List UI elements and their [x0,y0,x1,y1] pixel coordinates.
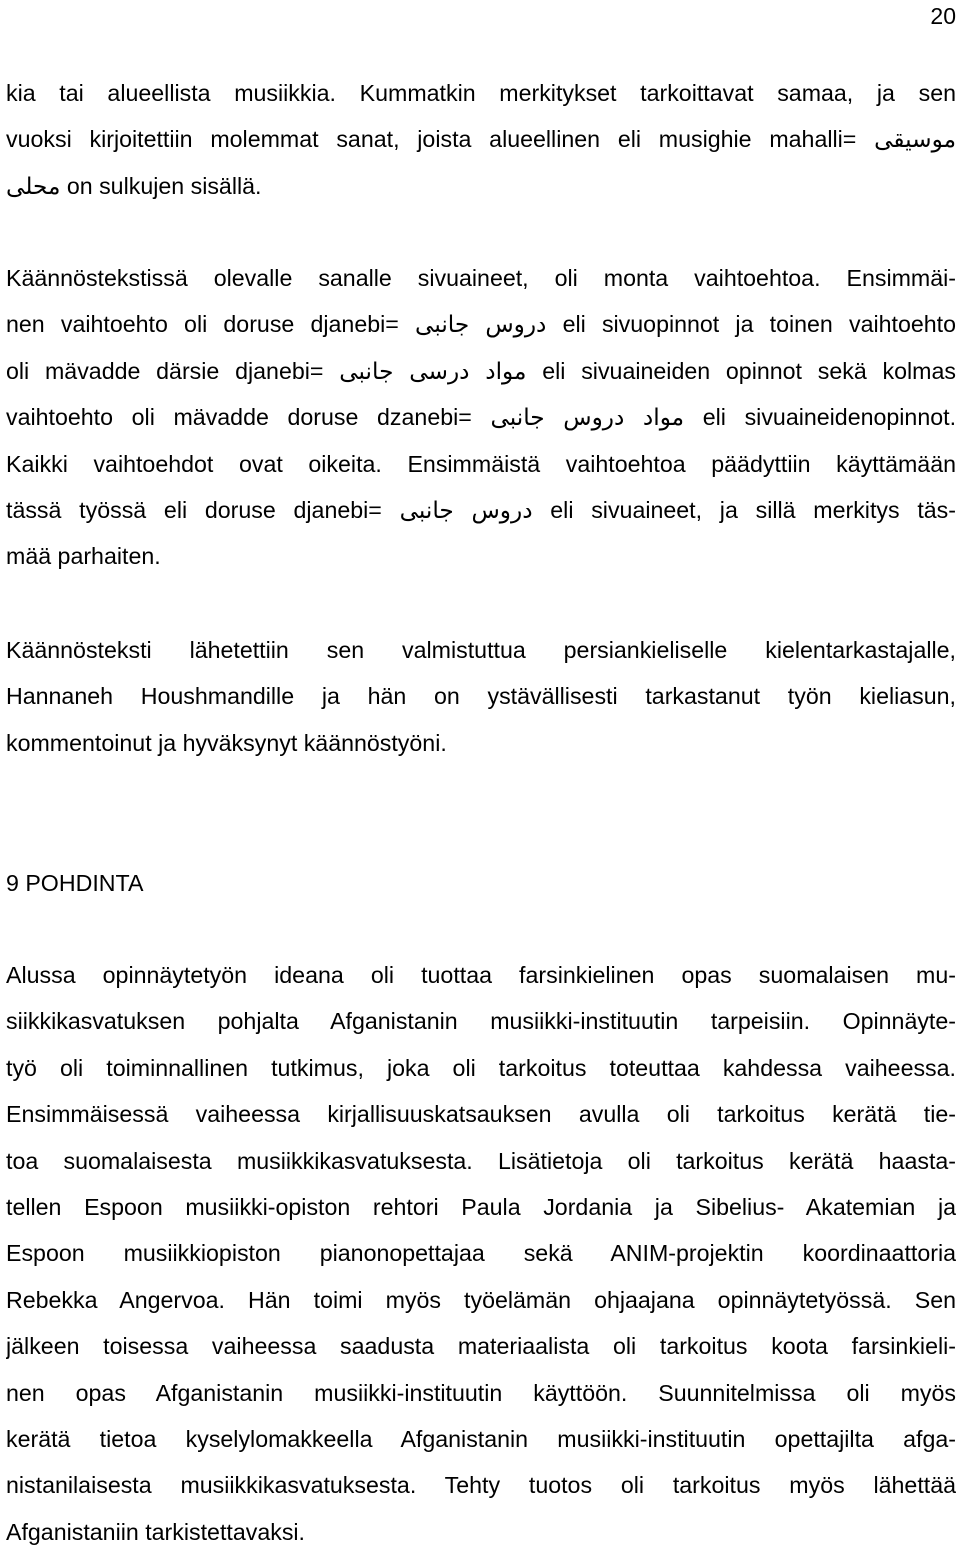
paragraph-3 [6,627,956,766]
text-line: jälkeen toisessa vaiheessa saadusta materiaalista oli tarkoitus koota farsinkieli- [6,1333,956,1360]
text-line: tässä työssä eli doruse djanebi= دروس جانبی eli sivuaineet, ja sillä merkitys täs- [6,496,956,523]
text-line: Käännösteksti lähetettiin sen valmistuttua persiankieliselle kielentarkastajalle, [6,637,956,663]
text-line: Rebekka Angervoa. Hän toimi myös työelämän ohjaajana opinnäytetyössä. Sen [6,1286,956,1313]
text-line: Alussa opinnäytetyön ideana oli tuottaa farsinkielinen opas suomalaisen mu- [6,962,956,988]
text-line: työ oli toiminnallinen tutkimus, joka oli tarkoitus toteuttaa kahdessa vaiheessa. [6,1054,956,1081]
text-line: kommentoinut ja hyväksynyt käännöstyöni. [6,729,447,756]
text-line: Hannaneh Houshmandille ja hän on ystävällisesti tarkastanut työn kieliasun, [6,683,956,710]
text-line: vuoksi kirjoitettiin molemmat sanat, joista alueellinen eli musighie mahalli= موسیقی [6,126,956,153]
text-line: Afganistaniin tarkistettavaksi. [6,1518,306,1545]
text-line: Kaikki vaihtoehdot ovat oikeita. Ensimmäistä vaihtoehtoa päädyttiin käyttämään [6,450,956,477]
paragraph-1 [6,70,956,209]
text-line: kerätä tietoa kyselylomakkeella Afganistanin musiikki-instituutin opettajilta afga- [6,1425,956,1452]
text-line: tellen Espoon musiikki-opiston rehtori Paula Jordania ja Sibelius- Akatemian ja [6,1193,956,1220]
paragraph-2 [6,255,956,580]
text-line: vaihtoehto oli mävadde doruse dzanebi= مواد دروس جانبی eli sivuaineidenopinnot. [6,404,956,431]
text-line: siikkikasvatuksen pohjalta Afganistanin musiikki-instituutin tarpeisiin. Opinnäyte- [6,1008,956,1035]
section-heading: 9 POHDINTA [6,870,144,896]
text-line: mää parhaiten. [6,543,161,570]
text-line: nistanilaisesta musiikkikasvatuksesta. Tehty tuotos oli tarkoitus myös lähettää [6,1472,956,1499]
page-number: 20 [930,3,956,29]
text-line: nen opas Afganistanin musiikki-instituutin käyttöön. Suunnitelmissa oli myös [6,1379,956,1406]
text-line: oli mävadde därsie djanebi= مواد درسی جانبی eli sivuaineiden opinnot sekä kolmas [6,357,956,384]
section-paragraph [6,952,956,1555]
text-line: Ensimmäisessä vaiheessa kirjallisuuskatsauksen avulla oli tarkoitus kerätä tie- [6,1101,956,1128]
text-line: toa suomalaisesta musiikkikasvatuksesta. Lisätietoja oli tarkoitus kerätä haasta- [6,1147,956,1174]
text-line: Espoon musiikkiopiston pianonopettajaa sekä ANIM-projektin koordinaattoria [6,1240,956,1267]
text-line: nen vaihtoehto oli doruse djanebi= دروس جانبی eli sivuopinnot ja toinen vaihtoehto [6,311,956,338]
text-line: محلی on sulkujen sisällä. [6,172,262,199]
text-line: Käännöstekstissä olevalle sanalle sivuaineet, oli monta vaihtoehtoa. Ensimmäi- [6,265,956,291]
text-line: kia tai alueellista musiikkia. Kummatkin merkitykset tarkoittavat samaa, ja sen [6,80,956,106]
